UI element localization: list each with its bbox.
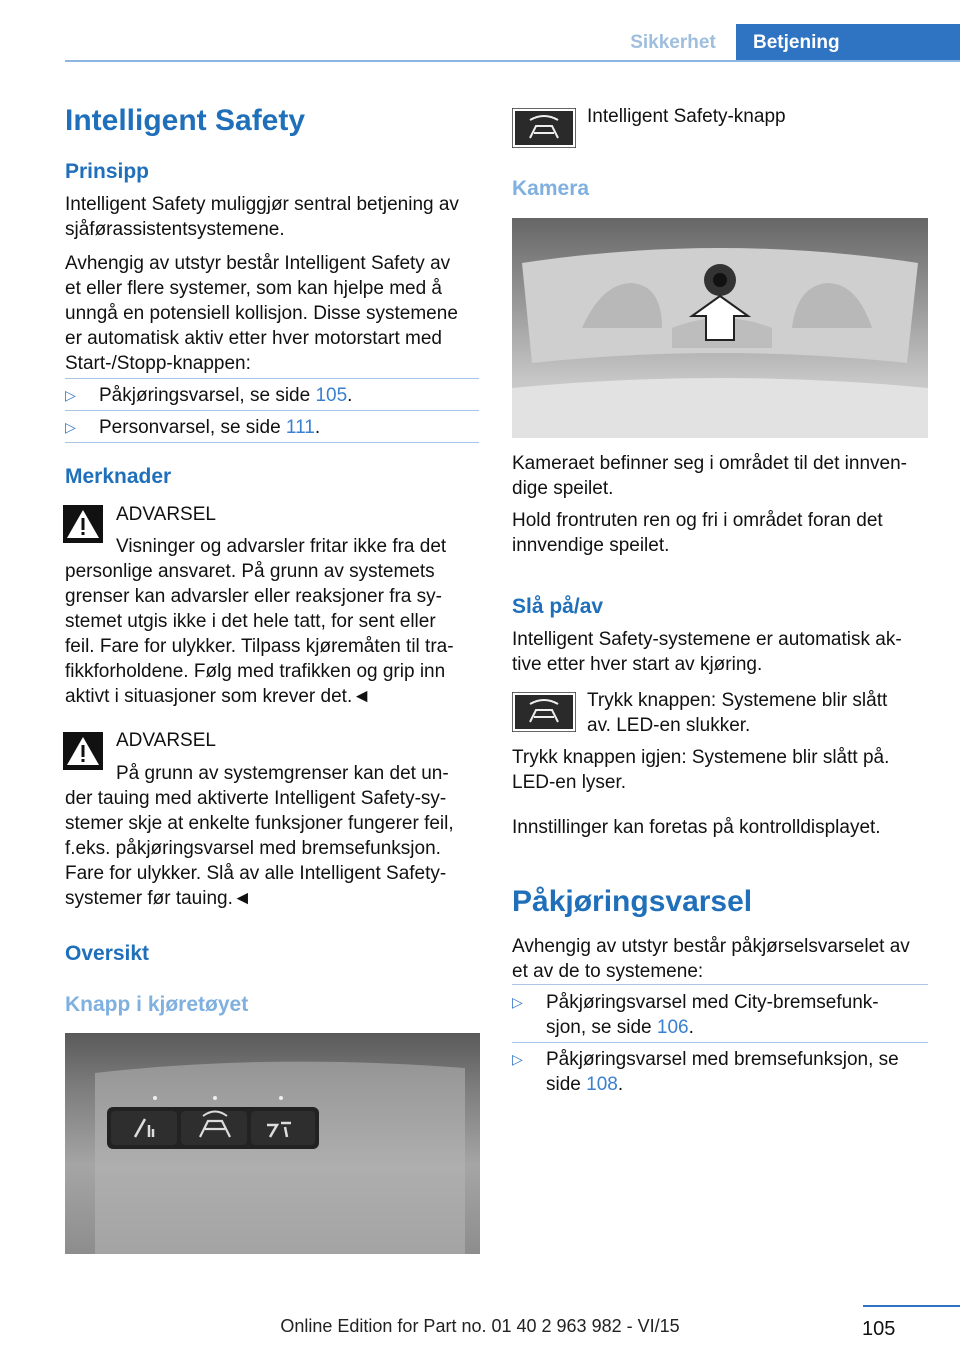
warning-text: der tauing med aktiverte Intelligent Safety-sy- stemer skje at enkelte funksjoner fungerer feil, f.eks. påkjøringsvarsel med bremsefunksjon. Fare for ulykker. Slå av alle Intelligent Safety- systemer før tauing.◄	[65, 788, 454, 909]
camera-heading: Kamera	[512, 177, 590, 200]
settings-text: Innstillinger kan foretas på kontrolldisplayet.	[512, 817, 881, 838]
tab-betjening[interactable]	[736, 24, 960, 61]
overview-heading: Oversikt	[65, 942, 150, 965]
press-again-text: Trykk knappen igjen: Systemene blir slått på. LED-en lyser.	[512, 747, 890, 793]
triangle-bullet-icon: ▷	[65, 387, 76, 403]
bullet-rule	[65, 410, 479, 411]
camera-photo	[512, 218, 928, 438]
notes-heading: Merknader	[65, 465, 172, 488]
warning-text-first-line: Visninger og advarsler fritar ikke fra det	[116, 536, 447, 557]
warning-icon	[63, 732, 103, 770]
principle-paragraph-1: Intelligent Safety muliggjør sentral betjening av sjåførassistentsystemene.	[65, 194, 459, 240]
warning-label: ADVARSEL	[116, 730, 216, 751]
list-item: ▷ Påkjøringsvarsel med City-bremsefunk- sjon, se side 106.	[512, 992, 879, 1038]
footer-rule	[863, 1305, 960, 1307]
bullet-rule	[512, 984, 928, 985]
bullet-rule	[65, 378, 479, 379]
header-rule	[65, 60, 960, 62]
page-link[interactable]: 111	[285, 417, 315, 438]
page-link[interactable]: 108	[586, 1074, 618, 1095]
footer-edition: Online Edition for Part no. 01 40 2 963 982 - VI/15	[280, 1316, 680, 1336]
triangle-bullet-icon: ▷	[65, 419, 76, 435]
press-button-text: Trykk knappen: Systemene blir slått av. LED-en slukker.	[587, 690, 888, 736]
list-item: ▷ Påkjøringsvarsel med bremsefunksjon, se side 108.	[512, 1049, 899, 1095]
triangle-bullet-icon: ▷	[512, 994, 523, 1010]
button-caption: Intelligent Safety-knapp	[587, 106, 786, 127]
button-panel-photo	[65, 1033, 480, 1254]
principle-paragraph-2: Avhengig av utstyr består Intelligent Safety av et eller flere systemer, som kan hjelpe med å unngå en potensiell kollisjon. Disse systemene er automatisk aktiv etter hver motorstart med Start-/Stopp-knappen:	[65, 253, 458, 374]
warning-text: personlige ansvaret. På grunn av systemets grenser kan advarsler eller reaksjoner fra sy- stemet utgis ikke i det hele tatt, for sent eller feil. Fare for ulykker. Tilpass kjøremåten til tra- fikkforholdene. Følg med trafikken og grip inn aktivt i situasjoner som krever det.◄	[65, 561, 454, 707]
tab-betjening-label: Betjening	[753, 32, 840, 53]
warning-text-first-line: På grunn av systemgrenser kan det un-	[116, 763, 449, 784]
page-link[interactable]: 106	[656, 1017, 689, 1038]
onoff-paragraph: Intelligent Safety-systemene er automatisk ak- tive etter hver start av kjøring.	[512, 629, 902, 675]
button-subheading: Knapp i kjøretøyet	[65, 993, 249, 1016]
tab-sikkerhet[interactable]: Sikkerhet	[630, 32, 716, 53]
page-link[interactable]: 105	[315, 385, 348, 406]
principle-heading: Prinsipp	[65, 160, 150, 183]
onoff-heading: Slå på/av	[512, 595, 604, 618]
warning-icon	[63, 505, 103, 543]
page-title: Intelligent Safety	[65, 104, 306, 137]
page-number: 105	[862, 1318, 896, 1340]
intelligent-safety-button-icon	[512, 108, 576, 148]
camera-paragraph-1: Kameraet befinner seg i området til det innven- dige speilet.	[512, 453, 907, 499]
camera-paragraph-2: Hold frontruten ren og fri i området foran det innvendige speilet.	[512, 510, 883, 556]
bullet-rule	[512, 1042, 928, 1043]
intelligent-safety-button-icon	[512, 692, 576, 732]
triangle-bullet-icon: ▷	[512, 1051, 523, 1067]
bullet-rule	[65, 442, 479, 443]
warning-label: ADVARSEL	[116, 504, 216, 525]
collision-title: Påkjøringsvarsel	[512, 885, 753, 918]
collision-paragraph: Avhengig av utstyr består påkjørselsvarselet av et av de to systemene:	[512, 936, 910, 982]
